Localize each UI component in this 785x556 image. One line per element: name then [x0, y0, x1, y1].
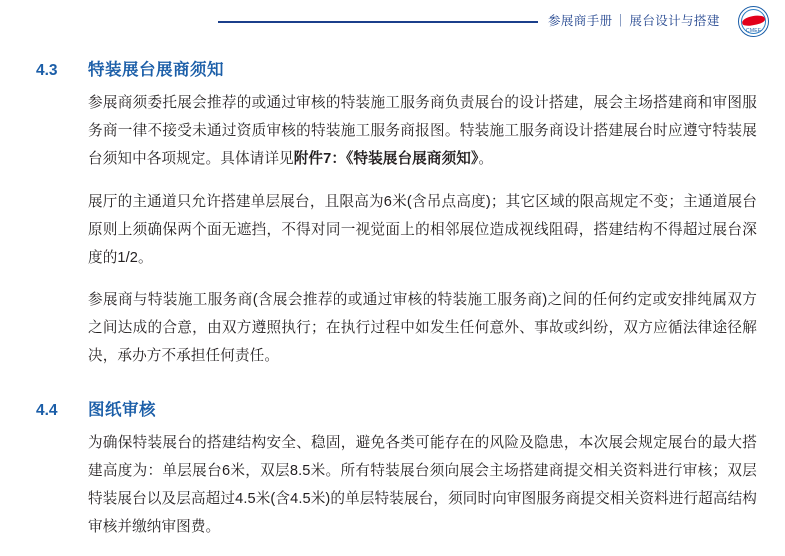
run-text: 展厅的主通道只允许搭建单层展台，且限高为6米(含吊点高度)；其它区域的限高规定不变；主通道展台原则上须确保两个面无遮挡，不得对同一视觉面上的相邻展位造成视线阻碍，搭建结构不得超过展台深度的1/2。: [88, 193, 757, 266]
run-text: 参展商须委托展会推荐的或通过审核的特装施工服务商负责展台的设计搭建，展会主场搭建商和审图服务商一律不接受未通过资质审核的特装施工服务商报图。特装施工服务商设计搭建展台时应遵守特装展台须知中各项规定。具体请详见: [88, 95, 757, 167]
header-rule: [218, 21, 538, 23]
section-heading: [36, 396, 757, 420]
section-title: 图纸审核: [88, 401, 156, 420]
page-header: [0, 0, 785, 44]
run-text: 参展商与特装施工服务商(含展会推荐的或通过审核的特装施工服务商)之间的任何约定或安排纯属双方之间达成的合意，由双方遵照执行；在执行过程中如发生任何意外、事故或纠纷，双方应循法律途径解决，承办方不承担任何责任。: [88, 292, 757, 365]
paragraph: [88, 286, 757, 370]
document-body: [36, 56, 757, 556]
section-title: 特装展台展商须知: [88, 61, 224, 79]
run-text-bold: 附件7：《特装展台展商须知》: [293, 151, 479, 167]
section-number: 4.3: [36, 62, 58, 79]
section-4-4: [36, 396, 757, 541]
header-breadcrumb: [548, 11, 720, 29]
header-chapter-label: 展台设计与搭建: [629, 14, 720, 28]
run-text: 。: [478, 151, 494, 167]
paragraph: [88, 429, 757, 541]
paragraph: [88, 89, 757, 173]
run-text: 为确保特装展台的搭建结构安全、稳固，避免各类可能存在的风险及隐患，本次展会规定展台的最大搭建高度为：单层展台6米，双层8.5米。所有特装展台须向展会主场搭建商提交相关资料进行审核；双层特装展台以及层高超过4.5米(含4.5米)的单层特装展台，须同时向审图服务商提交相关资料进行超高结构审核并缴纳审图费。: [88, 435, 757, 536]
section-4-3: [36, 56, 757, 370]
paragraph: [88, 188, 757, 272]
cmef-logo: [738, 6, 769, 37]
section-number: 4.4: [36, 402, 58, 420]
header-separator: ｜: [614, 14, 628, 28]
header-manual-label: 参展商手册: [548, 14, 613, 28]
logo-text: CMEF: [746, 28, 761, 34]
section-heading: [36, 56, 757, 80]
